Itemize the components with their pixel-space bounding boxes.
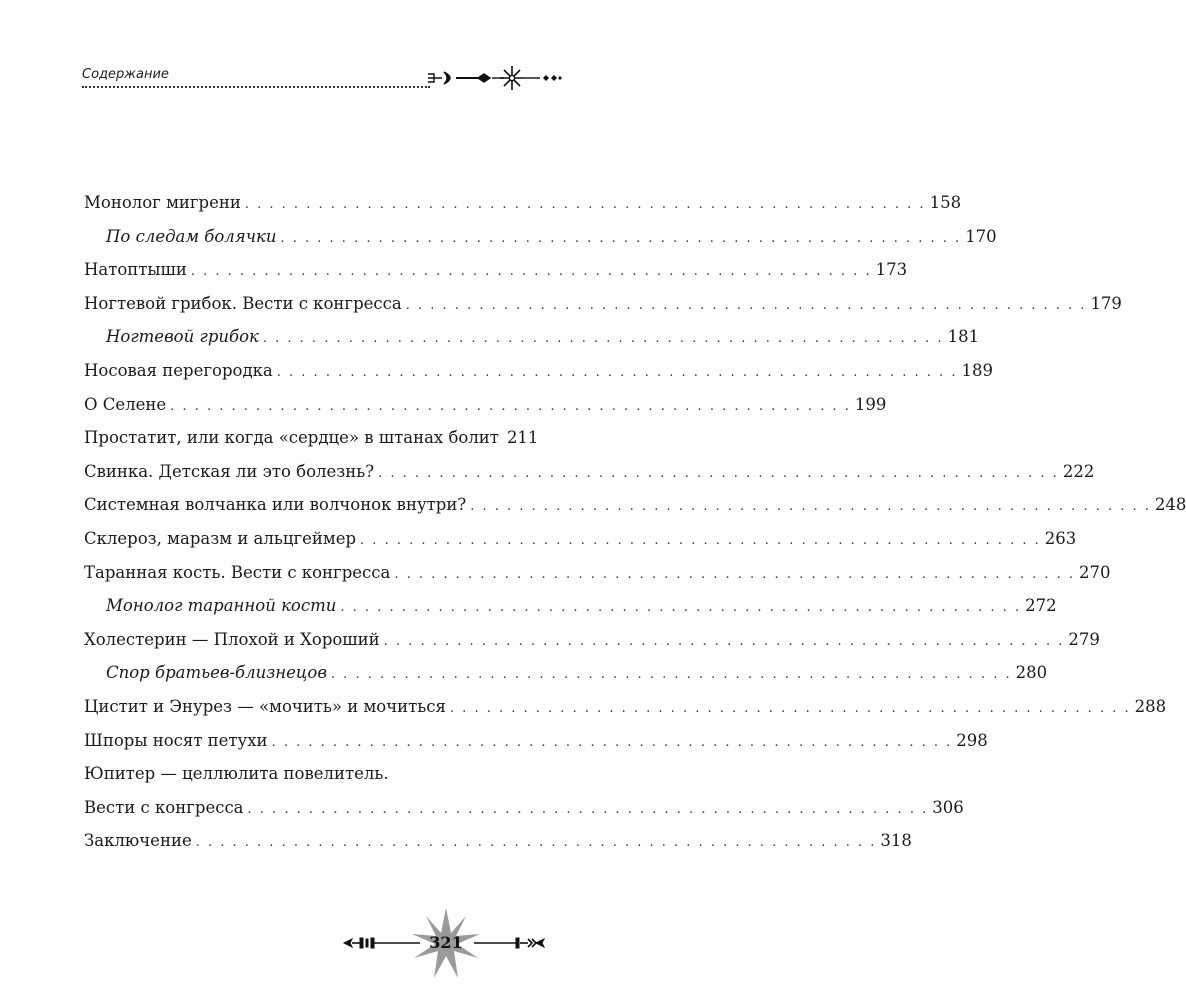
running-header [82,62,562,92]
toc-subentry[interactable] [84,656,1048,690]
toc-entry-title: Таранная кость. Вести с конгресса [84,562,391,582]
toc-entry[interactable] [84,824,912,858]
toc-entry-page: 158 [929,193,962,212]
toc-entry[interactable] [84,522,1077,556]
toc-entry-title: Ногтевой грибок [106,327,259,347]
toc-entry[interactable] [84,421,538,455]
toc-entry-page: 272 [1025,596,1057,616]
toc-entry-page: 270 [1079,562,1111,582]
dot-leader: . . . . . . . . . . . . . . . . . . . . . . . . . . . . . . . . . . . . . . . . . . . . . . . . . . . . . . . . [340,600,1022,616]
toc-entry[interactable] [84,388,887,422]
toc-entry[interactable] [84,623,1100,657]
toc-entry-title: Шпоры носят петухи [84,730,268,750]
toc-entry-title: Монолог таранной кости [106,596,337,616]
toc-entry-title: Простатит, или когда «сердце» в штанах болит [84,428,499,448]
dot-leader: . . . . . . . . . . . . . . . . . . . . . . . . . . . . . . . . . . . . . . . . . . . . . . . . . . . . . . . . [405,297,1087,313]
toc-entry[interactable] [84,287,1122,321]
toc-entry-page: 279 [1068,629,1100,649]
toc-entry-page: 306 [932,797,964,817]
toc-entry-page: 211 [506,428,539,448]
toc-entry-title: Холестерин — Плохой и Хороший [84,629,380,649]
dot-leader: . . . . . . . . . . . . . . . . . . . . . . . . . . . . . . . . . . . . . . . . . . . . . . . . . . . . . . . . [244,197,926,212]
toc-entry-page: 263 [1044,528,1077,548]
header-title: Содержание [82,67,169,82]
toc-entry-title: Цистит и Энурез — «мочить» и мочиться [84,696,446,716]
toc-entry-page: 173 [875,260,908,280]
toc-entry-page: 189 [961,360,993,380]
toc-entry[interactable] [84,253,908,287]
dot-leader: . . . . . . . . . . . . . . . . . . . . . . . . . . . . . . . . . . . . . . . . . . . . . . . . . . . . . . . . [247,801,929,817]
toc-entry-page: 222 [1062,461,1095,481]
toc-entry-page: 288 [1134,696,1167,716]
toc-subentry[interactable] [84,220,997,254]
toc-entry-title: О Селене [84,394,167,414]
dot-leader: . . . . . . . . . . . . . . . . . . . . . . . . . . . . . . . . . . . . . . . . . . . . . . . . . . . . . . . . [276,364,958,380]
toc-entry[interactable] [84,186,962,220]
toc-entry[interactable] [84,724,988,758]
toc-entry-page: 298 [956,730,988,750]
toc-entry[interactable] [84,757,538,791]
page-footer [340,906,550,982]
dot-leader: . . . . . . . . . . . . . . . . . . . . . . . . . . . . . . . . . . . . . . . . . . . . . . . . . . . . . . . . [271,734,953,750]
toc-entry-title: Монолог мигрени [84,193,241,212]
toc-entry-title: Носовая перегородка [84,360,273,380]
toc-entry-page: 318 [880,831,912,851]
toc-entry-title: Натоптыши [84,260,187,280]
dot-leader: . . . . . . . . . . . . . . . . . . . . . . . . . . . . . . . . . . . . . . . . . . . . . . . . . . . . . . . . [170,398,851,414]
toc-entry[interactable] [84,556,1111,590]
header-dotted-rule [82,86,430,88]
toc-subentry[interactable] [84,589,1057,623]
toc-subentry[interactable] [84,320,980,354]
toc-entry-title: Склероз, маразм и альцгеймер [84,528,357,548]
toc-entry-page: 280 [1015,663,1048,683]
dot-leader: . . . . . . . . . . . . . . . . . . . . . . . . . . . . . . . . . . . . . . . . . . . . . . . . . . . . . . . . [449,700,1131,716]
toc-entry-page: 248 [1154,495,1186,515]
dot-leader: . . . . . . . . . . . . . . . . . . . . . . . . . . . . . . . . . . . . . . . . . . . . . . . . . . . . . . . . [360,532,1041,548]
toc-entry-title: Юпитер — целлюлита повелитель. [84,764,389,784]
toc-entry-title: По следам болячки [106,226,277,246]
toc-entry-title: Свинка. Детская ли это болезнь? [84,461,375,481]
toc-entry[interactable] [84,354,993,388]
dot-leader: . . . . . . . . . . . . . . . . . . . . . . . . . . . . . . . . . . . . . . . . . . . . . . . . . . . . . . . . [280,230,962,246]
dot-leader: . . . . . . . . . . . . . . . . . . . . . . . . . . . . . . . . . . . . . . . . . . . . . . . . . . . . . . . . [470,499,1151,515]
dot-leader: . . . . . . . . . . . . . . . . . . . . . . . . . . . . . . . . . . . . . . . . . . . . . . . . . . . . . . . . [378,465,1059,481]
toc-entry[interactable] [84,455,1095,489]
toc-entry-page: 170 [965,226,997,246]
toc-entry-title: Спор братьев-близнецов [106,663,327,683]
table-of-contents [84,186,1186,858]
toc-entry-title: Вести с конгресса [84,797,244,817]
toc-entry-title: Системная волчанка или волчонок внутри? [84,495,467,515]
dot-leader: . . . . . . . . . . . . . . . . . . . . . . . . . . . . . . . . . . . . . . . . . . . . . . . . . . . . . . . . [195,835,877,851]
dot-leader: . . . . . . . . . . . . . . . . . . . . . . . . . . . . . . . . . . . . . . . . . . . . . . . . . . . . . . . . [383,633,1065,649]
dot-leader: . . . . . . . . . . . . . . . . . . . . . . . . . . . . . . . . . . . . . . . . . . . . . . . . . . . . . . . . [394,566,1076,582]
dot-leader: . . . . . . . . . . . . . . . . . . . . . . . . . . . . . . . . . . . . . . . . . . . . . . . . . . . . . . . . [262,331,944,347]
toc-entry[interactable] [84,791,964,825]
toc-entry-title: Заключение [84,831,192,851]
toc-entry-page: 179 [1090,293,1122,313]
toc-entry-page: 181 [947,327,980,347]
dot-leader: . . . . . . . . . . . . . . . . . . . . . . . . . . . . . . . . . . . . . . . . . . . . . . . . . . . . . . . . [190,264,872,280]
toc-entry[interactable] [84,690,1167,724]
ornament-divider-icon [426,62,562,92]
page-number: 321 [429,933,463,952]
toc-entry-page: 199 [854,394,887,414]
dot-leader: . . . . . . . . . . . . . . . . . . . . . . . . . . . . . . . . . . . . . . . . . . . . . . . . . . . . . . . . [330,667,1012,683]
toc-entry-title: Ногтевой грибок. Вести с конгресса [84,293,402,313]
toc-entry[interactable] [84,488,1186,522]
